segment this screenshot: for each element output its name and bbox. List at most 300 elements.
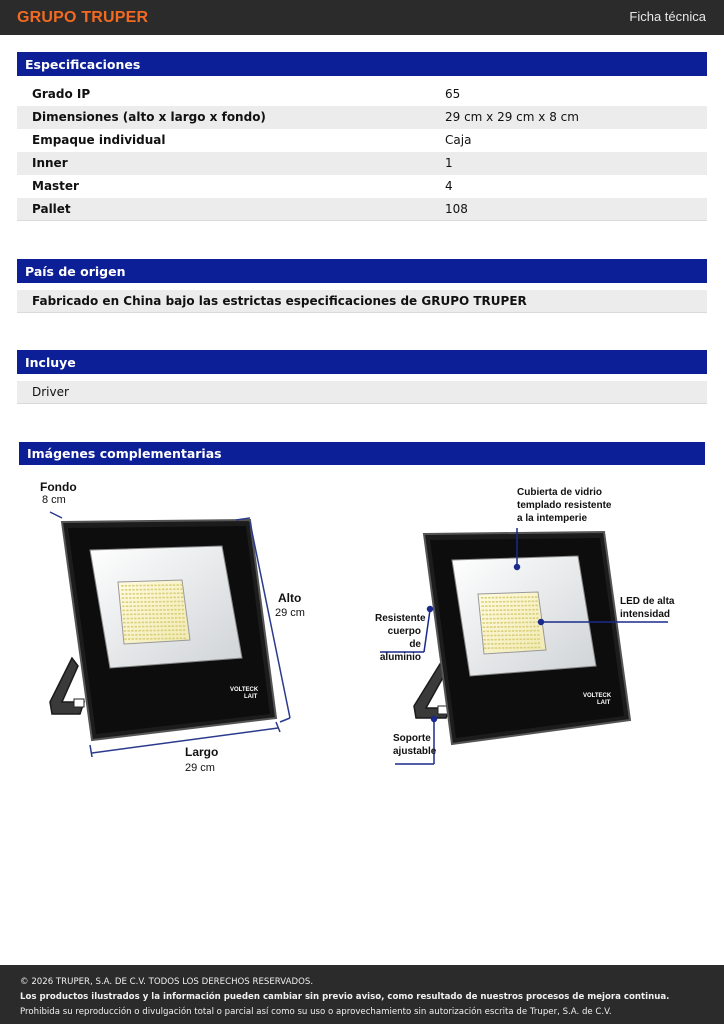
- led-chip: [131, 630, 133, 632]
- led-chip: [482, 605, 484, 607]
- led-chip: [133, 593, 135, 595]
- led-chip: [506, 601, 508, 603]
- led-chip: [160, 609, 162, 611]
- led-chip: [503, 609, 505, 611]
- led-chip: [501, 630, 503, 632]
- glass-callout-line: a la intemperie: [517, 513, 588, 524]
- legal-text: Prohibida su reproducción o divulgación total o parcial así como su uso o aprovechamiento sin autorización escrita de Truper, S.A. de C.V.: [20, 1007, 612, 1017]
- led-chip: [493, 614, 495, 616]
- led-chip: [482, 618, 484, 620]
- led-chip: [121, 585, 123, 587]
- led-chip: [124, 634, 126, 636]
- led-chip: [181, 592, 183, 594]
- led-chip: [169, 584, 171, 586]
- includes-section-title: Incluye: [17, 350, 707, 374]
- led-chip: [126, 601, 128, 603]
- led-chip: [530, 630, 532, 632]
- led-chip: [161, 630, 163, 632]
- led-chip: [492, 601, 494, 603]
- led-chip: [155, 597, 157, 599]
- led-chip: [127, 630, 129, 632]
- led-chip: [170, 597, 172, 599]
- led-chip: [506, 597, 508, 599]
- led-chip: [503, 601, 505, 603]
- led-chip: [170, 593, 172, 595]
- led-chip: [138, 618, 140, 620]
- led-chip: [534, 643, 536, 645]
- led-chip: [136, 589, 138, 591]
- led-chip: [173, 584, 175, 586]
- led-chip: [499, 597, 501, 599]
- led-chip: [123, 622, 125, 624]
- led-chip: [503, 597, 505, 599]
- led-chip: [163, 601, 165, 603]
- led-chip: [485, 601, 487, 603]
- led-chip: [530, 626, 532, 628]
- led-chip: [132, 585, 134, 587]
- led-chip: [172, 629, 174, 631]
- led-chip: [152, 609, 154, 611]
- spec-row: [17, 83, 707, 106]
- led-chip: [153, 617, 155, 619]
- led-chip: [136, 593, 138, 595]
- complementary-images: [0, 470, 724, 790]
- led-chip: [538, 638, 540, 640]
- led-chip: [528, 605, 530, 607]
- led-chip: [124, 630, 126, 632]
- led-chip: [130, 614, 132, 616]
- brand-mark-left-line2: LAIT: [244, 694, 258, 700]
- body-callout-line: Resistente: [375, 613, 426, 624]
- led-chip: [177, 592, 179, 594]
- led-chip: [498, 643, 500, 645]
- led-chip: [512, 639, 514, 641]
- led-chip: [159, 593, 161, 595]
- led-chip: [497, 618, 499, 620]
- specs-section-title: Especificaciones: [17, 52, 707, 76]
- led-chip: [135, 634, 137, 636]
- led-chip: [139, 630, 141, 632]
- led-chip: [166, 593, 168, 595]
- spec-row: [17, 198, 707, 221]
- led-chip: [152, 605, 154, 607]
- led-chip: [506, 647, 508, 649]
- spec-value: Caja: [445, 133, 472, 147]
- led-chip: [147, 585, 149, 587]
- height-label: Alto: [278, 591, 302, 605]
- led-chip: [497, 622, 499, 624]
- led-chip: [162, 597, 164, 599]
- led-chip: [124, 626, 126, 628]
- led-chip: [149, 626, 151, 628]
- led-chip: [138, 626, 140, 628]
- led-chip: [507, 605, 509, 607]
- led-chip: [485, 610, 487, 612]
- led-chip: [484, 647, 486, 649]
- led-chip: [160, 617, 162, 619]
- led-chip: [173, 588, 175, 590]
- led-chip: [146, 630, 148, 632]
- led-chip: [498, 639, 500, 641]
- body-callout: [375, 612, 426, 664]
- led-chip: [523, 638, 525, 640]
- led-chip: [531, 643, 533, 645]
- led-chip: [519, 626, 521, 628]
- led-chip: [537, 634, 539, 636]
- led-chip: [491, 639, 493, 641]
- spec-row: [17, 175, 707, 198]
- led-chip: [125, 585, 127, 587]
- led-chip: [520, 639, 522, 641]
- led-chip: [143, 634, 145, 636]
- led-chip: [522, 613, 524, 615]
- led-chip: [537, 626, 539, 628]
- led-chip: [513, 643, 515, 645]
- led-chip: [122, 597, 124, 599]
- led-chip: [144, 605, 146, 607]
- led-chip: [127, 622, 129, 624]
- led-chip: [158, 589, 160, 591]
- led-chip: [529, 613, 531, 615]
- led-chip: [507, 609, 509, 611]
- led-chip: [171, 617, 173, 619]
- led-chip: [486, 626, 488, 628]
- led-chip: [495, 597, 497, 599]
- led-chip: [157, 621, 159, 623]
- led-chip: [533, 626, 535, 628]
- top-bar: [0, 0, 724, 35]
- led-chip: [510, 597, 512, 599]
- led-chip: [483, 626, 485, 628]
- led-chip: [523, 630, 525, 632]
- origin-section-title: País de origen: [17, 259, 707, 283]
- led-chip: [524, 596, 526, 598]
- led-chip: [154, 585, 156, 587]
- led-chip: [491, 643, 493, 645]
- led-chip: [145, 609, 147, 611]
- led-chip: [179, 621, 181, 623]
- led-chip: [534, 634, 536, 636]
- led-chip: [501, 622, 503, 624]
- spec-label: Empaque individual: [32, 133, 166, 147]
- led-chip: [176, 629, 178, 631]
- led-chip: [484, 639, 486, 641]
- led-chip: [180, 633, 182, 635]
- led-chip: [519, 634, 521, 636]
- led-chip: [174, 609, 176, 611]
- led-chip: [521, 605, 523, 607]
- led-chip: [148, 601, 150, 603]
- led-chip: [144, 601, 146, 603]
- depth-value: 8 cm: [42, 494, 66, 506]
- led-chip: [180, 584, 182, 586]
- led-chip: [509, 643, 511, 645]
- led-chip: [179, 625, 181, 627]
- led-chip: [175, 625, 177, 627]
- led-chip: [143, 589, 145, 591]
- led-chip: [136, 585, 138, 587]
- led-chip: [500, 609, 502, 611]
- led-chip: [518, 613, 520, 615]
- led-chip: [155, 589, 157, 591]
- led-chip: [174, 605, 176, 607]
- led-chip: [160, 613, 162, 615]
- brand-mark-right-line1: VOLTECK: [583, 693, 612, 699]
- led-chip: [153, 626, 155, 628]
- led-chip: [122, 606, 124, 608]
- led-chip: [488, 647, 490, 649]
- led-chip: [500, 618, 502, 620]
- led-chip: [141, 605, 143, 607]
- led-chip: [164, 617, 166, 619]
- led-chip: [492, 597, 494, 599]
- led-chip: [151, 589, 153, 591]
- led-chip: [156, 617, 158, 619]
- led-chip: [509, 647, 511, 649]
- led-chip: [150, 630, 152, 632]
- led-chip: [131, 622, 133, 624]
- led-chip: [155, 593, 157, 595]
- led-chip: [514, 609, 516, 611]
- led-chip: [532, 613, 534, 615]
- led-chip: [512, 630, 514, 632]
- includes-text: Driver: [32, 385, 69, 399]
- led-chip: [515, 626, 517, 628]
- led-chip: [129, 589, 131, 591]
- stand-callout-line: Soporte: [393, 733, 431, 744]
- led-chip: [485, 605, 487, 607]
- led-chip: [525, 613, 527, 615]
- led-chip: [166, 589, 168, 591]
- led-chip: [490, 622, 492, 624]
- led-callout-line: intensidad: [620, 609, 671, 620]
- led-chip: [137, 601, 139, 603]
- led-chip: [529, 609, 531, 611]
- led-chip: [155, 601, 157, 603]
- led-chip: [139, 638, 141, 640]
- led-chip: [150, 638, 152, 640]
- led-chip: [123, 610, 125, 612]
- led-chip: [489, 605, 491, 607]
- led-chip: [177, 597, 179, 599]
- led-chip: [518, 609, 520, 611]
- led-chip: [129, 601, 131, 603]
- led-chip: [487, 635, 489, 637]
- led-chip: [130, 610, 132, 612]
- led-chip: [512, 626, 514, 628]
- led-chip: [183, 638, 185, 640]
- led-chip: [530, 634, 532, 636]
- led-chip: [489, 614, 491, 616]
- led-chip: [159, 605, 161, 607]
- spec-label: Master: [32, 179, 79, 193]
- led-chip: [141, 613, 143, 615]
- led-chip: [513, 647, 515, 649]
- led-chip: [491, 647, 493, 649]
- led-chip: [505, 643, 507, 645]
- led-chip: [150, 634, 152, 636]
- led-chip: [501, 635, 503, 637]
- left-stand-bracket: [50, 658, 84, 714]
- led-chip: [522, 617, 524, 619]
- spec-value: 65: [445, 87, 461, 101]
- led-chip: [524, 601, 526, 603]
- led-chip: [489, 610, 491, 612]
- led-chip: [507, 618, 509, 620]
- led-chip: [145, 618, 147, 620]
- spec-label: Pallet: [32, 202, 71, 216]
- led-chip: [159, 597, 161, 599]
- led-chip: [140, 597, 142, 599]
- led-chip: [504, 618, 506, 620]
- led-chip: [124, 638, 126, 640]
- led-chip: [522, 622, 524, 624]
- led-chip: [536, 613, 538, 615]
- led-chip: [484, 643, 486, 645]
- led-chip: [490, 631, 492, 633]
- led-chip: [156, 605, 158, 607]
- led-chip: [145, 622, 147, 624]
- led-chip: [482, 610, 484, 612]
- led-chip: [508, 622, 510, 624]
- led-chip: [172, 638, 174, 640]
- led-chip: [488, 597, 490, 599]
- led-chip: [497, 626, 499, 628]
- led-chip: [128, 638, 130, 640]
- led-chip: [526, 634, 528, 636]
- spec-row: [17, 152, 707, 175]
- led-chip: [527, 647, 529, 649]
- led-chip: [501, 626, 503, 628]
- led-chip: [493, 622, 495, 624]
- led-chip: [483, 622, 485, 624]
- led-chip: [525, 609, 527, 611]
- led-chip: [140, 589, 142, 591]
- led-chip: [538, 647, 540, 649]
- led-chip: [496, 605, 498, 607]
- led-chip: [172, 625, 174, 627]
- height-value: 29 cm: [275, 607, 305, 619]
- led-chip: [532, 609, 534, 611]
- led-callout-line: LED de alta: [620, 596, 675, 607]
- spec-label: Dimensiones (alto x largo x fondo): [32, 110, 266, 124]
- body-callout-line: cuerpo de: [387, 626, 421, 650]
- led-chip: [536, 605, 538, 607]
- led-chip: [147, 589, 149, 591]
- led-chip: [490, 635, 492, 637]
- led-chip: [533, 617, 535, 619]
- led-chip: [183, 625, 185, 627]
- led-chip: [175, 613, 177, 615]
- origin-row: [17, 290, 707, 313]
- led-chip: [528, 601, 530, 603]
- led-chip: [134, 609, 136, 611]
- product-diagrams: [0, 470, 724, 790]
- led-chip: [135, 630, 137, 632]
- led-chip: [496, 614, 498, 616]
- led-chip: [511, 622, 513, 624]
- led-chip: [144, 593, 146, 595]
- copyright-text: © 2026 TRUPER, S.A. DE C.V. TODOS LOS DERECHOS RESERVADOS.: [20, 977, 314, 987]
- led-chip: [519, 622, 521, 624]
- led-chip: [537, 630, 539, 632]
- led-chip: [182, 617, 184, 619]
- led-chip: [527, 638, 529, 640]
- led-chip: [533, 622, 535, 624]
- led-chip: [178, 601, 180, 603]
- led-chip: [147, 593, 149, 595]
- led-chip: [529, 617, 531, 619]
- led-chip: [516, 643, 518, 645]
- led-chip: [156, 609, 158, 611]
- led-chip: [167, 605, 169, 607]
- brand-mark-right-line2: LAIT: [597, 700, 611, 706]
- led-chip: [158, 585, 160, 587]
- led-chip: [516, 647, 518, 649]
- led-chip: [505, 635, 507, 637]
- led-chip: [532, 601, 534, 603]
- led-chip: [495, 643, 497, 645]
- document-type: Ficha técnica: [629, 9, 706, 24]
- led-chip: [183, 633, 185, 635]
- led-chip: [176, 638, 178, 640]
- led-chip: [128, 585, 130, 587]
- led-chip: [518, 618, 520, 620]
- led-chip: [164, 630, 166, 632]
- led-chip: [499, 601, 501, 603]
- led-chip: [512, 634, 514, 636]
- led-chip: [486, 622, 488, 624]
- led-chip: [178, 613, 180, 615]
- led-chip: [508, 626, 510, 628]
- led-chip: [510, 601, 512, 603]
- led-chip: [486, 618, 488, 620]
- led-chip: [175, 617, 177, 619]
- led-chip: [182, 621, 184, 623]
- led-chip: [535, 600, 537, 602]
- led-chip: [146, 634, 148, 636]
- led-chip: [125, 597, 127, 599]
- led-chip: [520, 643, 522, 645]
- led-chip: [517, 601, 519, 603]
- led-chip: [146, 626, 148, 628]
- led-chip: [143, 585, 145, 587]
- led-chip: [154, 638, 156, 640]
- led-chip: [123, 618, 125, 620]
- led-chip: [182, 609, 184, 611]
- spec-row: [17, 129, 707, 152]
- led-chip: [515, 630, 517, 632]
- led-chip: [133, 597, 135, 599]
- led-chip: [163, 605, 165, 607]
- led-chip: [127, 626, 129, 628]
- led-chip: [140, 593, 142, 595]
- led-chip: [522, 626, 524, 628]
- led-chip: [137, 597, 139, 599]
- footer: [0, 965, 724, 1024]
- led-chip: [130, 605, 132, 607]
- led-chip: [494, 635, 496, 637]
- led-chip: [502, 647, 504, 649]
- led-chip: [132, 638, 134, 640]
- led-chip: [142, 622, 144, 624]
- led-chip: [534, 638, 536, 640]
- led-chip: [164, 621, 166, 623]
- led-chip: [164, 625, 166, 627]
- images-section-title: Imágenes complementarias: [19, 442, 705, 465]
- led-chip: [168, 634, 170, 636]
- glass-callout-line: templado resistente: [517, 500, 612, 511]
